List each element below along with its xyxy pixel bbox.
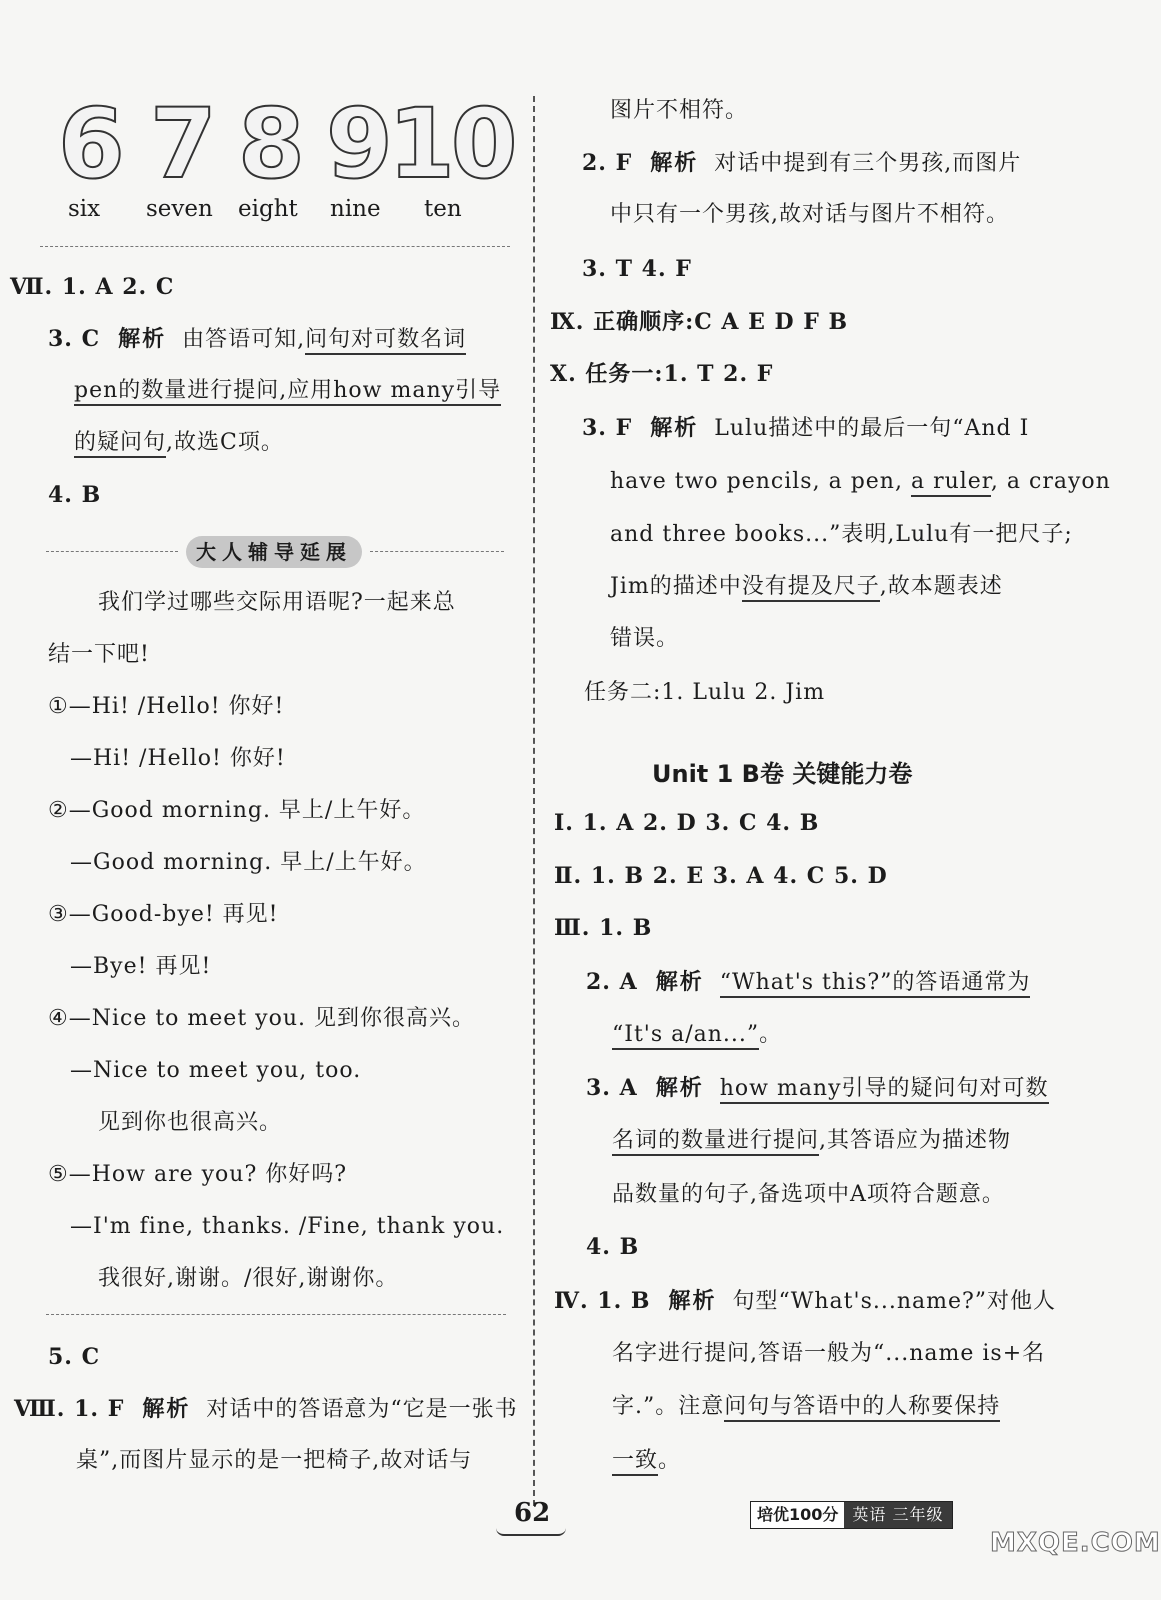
- underlined-text: 一致: [612, 1448, 658, 1476]
- s8-q1-line1: [14, 1394, 518, 1425]
- phrase-line: —Good morning. 早上/上午好。: [70, 850, 427, 875]
- phrase-line: ②—Good morning. 早上/上午好。: [48, 798, 426, 823]
- answer-label: 2. F: [582, 150, 633, 176]
- u-s3-q2-line2: [612, 1020, 782, 1050]
- underlined-text: 问句对可数名词: [305, 327, 466, 355]
- section-banner: 大人辅导延展: [186, 536, 362, 568]
- s7-q3-line3: [74, 428, 284, 458]
- text: Jim的描述中: [610, 574, 742, 599]
- underlined-text: how many引导的疑问句对可数: [720, 1076, 1049, 1104]
- s10-q3-line2: [610, 467, 1111, 497]
- phrase-line: ①—Hi! /Hello! 你好!: [48, 694, 285, 719]
- unit-section-1: Ⅰ. 1. A 2. D 3. C 4. B: [554, 810, 820, 836]
- section-9: Ⅸ. 正确顺序:C A E D F B: [550, 309, 849, 335]
- number-digits: [58, 88, 514, 200]
- s7-q4: 4. B: [48, 482, 102, 508]
- number-word-nine: nine: [330, 196, 381, 222]
- answer-label: 3. A: [586, 1075, 638, 1101]
- s7-q5: 5. C: [48, 1344, 101, 1370]
- underlined-text: 问句与答语中的人称要保持: [724, 1394, 1000, 1422]
- phrase-line: ③—Good-bye! 再见!: [48, 902, 279, 927]
- text: 对话中的答语意为“它是一张书: [206, 1397, 518, 1422]
- answer-label: 2. A: [586, 969, 638, 995]
- s10-q3-line5: 错误。: [610, 626, 680, 651]
- analysis-keyword: 解析: [650, 415, 699, 441]
- answer-label: 3. C: [48, 326, 101, 352]
- s10-q3-line4: [610, 572, 1003, 602]
- page-number: 62: [514, 1498, 551, 1528]
- s7-q3-line2: [74, 376, 501, 406]
- text: Lulu描述中的最后一句“And I: [714, 416, 1030, 441]
- r-q2-line2: 中只有一个男孩,故对话与图片不相符。: [610, 202, 1009, 227]
- unit-section-3: Ⅲ. 1. B: [554, 915, 653, 941]
- digit-6: 6: [58, 88, 121, 200]
- subject-grade: 英语 三年级: [844, 1502, 951, 1528]
- u-s3-q3-line3: 品数量的句子,备选项中A项符合题意。: [612, 1182, 1005, 1207]
- text: 对话中提到有三个男孩,而图片: [714, 151, 1022, 176]
- phrase-line: —Hi! /Hello! 你好!: [70, 746, 286, 771]
- text: 。: [658, 1448, 682, 1473]
- analysis-keyword: 解析: [655, 969, 704, 995]
- intro-line2: 结一下吧!: [48, 642, 150, 667]
- answer-label: Ⅳ. 1. B: [554, 1288, 651, 1314]
- text: 。: [759, 1022, 783, 1047]
- phrase-line: 我很好,谢谢。/很好,谢谢你。: [98, 1266, 399, 1291]
- section-divider: [46, 1314, 506, 1315]
- unit-title: Unit 1 B卷 关键能力卷: [652, 760, 913, 788]
- intro-line1: 我们学过哪些交际用语呢?一起来总: [98, 590, 456, 615]
- banner-rule-left: [46, 551, 178, 552]
- text: ,其答语应为描述物: [819, 1128, 1012, 1153]
- digit-10: 10: [388, 88, 514, 200]
- answer-label: 3. F: [582, 415, 633, 441]
- text: have two pencils, a pen,: [610, 469, 911, 494]
- u-s4-line3: [612, 1392, 1000, 1422]
- u-s3-q3-line1: [586, 1073, 1049, 1104]
- underlined-text: 名词的数量进行提问: [612, 1128, 819, 1156]
- r-q3: 3. T 4. F: [582, 256, 692, 282]
- s7-q3-line1: [48, 324, 466, 355]
- answer-label: Ⅷ. 1. F: [14, 1396, 125, 1422]
- r-line: 图片不相符。: [610, 98, 749, 123]
- text: 句型“What's...name?”对他人: [732, 1289, 1057, 1314]
- digit-8: 8: [238, 88, 301, 200]
- number-word-ten: ten: [424, 196, 462, 222]
- s8-q1-line2: 桌”,而图片显示的是一把椅子,故对话与: [76, 1448, 473, 1473]
- s10-q3-line3: and three books...”表明,Lulu有一把尺子;: [610, 522, 1073, 547]
- underlined-text: 的疑问句: [74, 430, 166, 458]
- text: ,故本题表述: [879, 574, 1003, 599]
- number-word-seven: seven: [146, 196, 213, 222]
- u-s3-q4: 4. B: [586, 1234, 640, 1260]
- digit-7: 7: [150, 88, 213, 200]
- s10-q3-line1: [582, 413, 1029, 444]
- r-q2-line1: [582, 148, 1021, 179]
- phrase-line: —Nice to meet you, too.: [70, 1058, 362, 1083]
- page-number-swash: [496, 1528, 566, 1536]
- section-10: Ⅹ. 任务一:1. T 2. F: [550, 361, 774, 387]
- phrase-line: 见到你也很高兴。: [98, 1110, 283, 1135]
- u-s3-q2-line1: [586, 967, 1030, 998]
- phrase-line: ⑤—How are you? 你好吗?: [48, 1162, 348, 1187]
- analysis-keyword: 解析: [142, 1396, 191, 1422]
- analysis-keyword: 解析: [668, 1288, 717, 1314]
- text: , a crayon: [990, 469, 1111, 494]
- underlined-text: “What's this?”的答语通常为: [720, 970, 1031, 998]
- analysis-keyword: 解析: [650, 150, 699, 176]
- section-divider: [40, 246, 510, 247]
- task-2: 任务二:1. Lulu 2. Jim: [584, 680, 826, 705]
- u-s4-line2: 名字进行提问,答语一般为“...name is+名: [612, 1341, 1046, 1366]
- text: ,故选C项。: [166, 430, 284, 455]
- watermark: MXQE.COM: [990, 1528, 1161, 1558]
- underlined-text: 没有提及尺子: [742, 574, 880, 602]
- phrase-line: —I'm fine, thanks. /Fine, thank you.: [70, 1214, 505, 1239]
- underlined-text: a ruler: [911, 469, 991, 497]
- left-column: [0, 0, 530, 1560]
- underlined-text: “It's a/an...”: [612, 1022, 759, 1050]
- number-word-eight: eight: [238, 196, 298, 222]
- text: 字.”。注意: [612, 1394, 725, 1419]
- banner-rule-right: [370, 551, 504, 552]
- column-divider: [533, 96, 535, 1506]
- u-s3-q3-line2: [612, 1126, 1011, 1156]
- analysis-keyword: 解析: [655, 1075, 704, 1101]
- u-s4-line4: [612, 1446, 681, 1476]
- text: 由答语可知,: [182, 327, 306, 352]
- number-word-six: six: [68, 196, 101, 222]
- section-7-heading: Ⅶ. 1. A 2. C: [10, 274, 175, 300]
- digit-9: 9: [326, 88, 389, 200]
- phrase-line: —Bye! 再见!: [70, 954, 212, 979]
- u-s4-line1: [554, 1286, 1056, 1317]
- footer-series-label: [750, 1501, 953, 1529]
- phrase-line: ④—Nice to meet you. 见到你很高兴。: [48, 1006, 475, 1031]
- series-name: 培优100分: [751, 1502, 844, 1528]
- unit-section-2: Ⅱ. 1. B 2. E 3. A 4. C 5. D: [554, 863, 888, 889]
- right-column: [540, 0, 1138, 1560]
- analysis-keyword: 解析: [118, 326, 167, 352]
- underlined-text: pen的数量进行提问,应用how many引导: [74, 378, 501, 406]
